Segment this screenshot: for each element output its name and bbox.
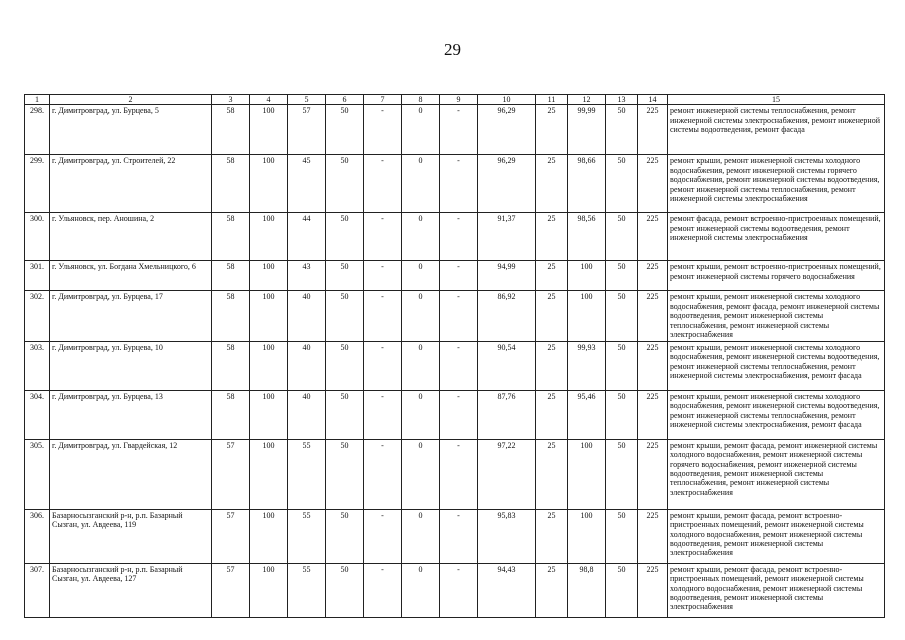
value-cell: 50 bbox=[606, 390, 638, 439]
value-cell: 100 bbox=[568, 439, 606, 509]
page-number: 29 bbox=[444, 40, 461, 59]
value-cell: 50 bbox=[326, 105, 364, 155]
value-cell: 0 bbox=[402, 390, 440, 439]
address-cell: г. Димитровград, ул. Строителей, 22 bbox=[50, 155, 212, 213]
row-number: 305. bbox=[25, 439, 50, 509]
value-cell: 90,54 bbox=[478, 341, 536, 390]
value-cell: 100 bbox=[250, 341, 288, 390]
works-cell: ремонт крыши, ремонт фасада, ремонт инженерной системы холодного водоснабжения, ремонт инженерной системы горячего водоснабжения, ремонт инженерной системы водоотведения, ремонт инженерной системы теплоснабжения, ремонт инженерной системы электроснабжения bbox=[668, 439, 885, 509]
value-cell: 50 bbox=[606, 439, 638, 509]
works-cell: ремонт крыши, ремонт инженерной системы холодного водоснабжения, ремонт фасада, ремонт инженерной системы водоотведения, ремонт инженерной системы теплоснабжения, ремонт инженерной системы электроснабжения bbox=[668, 291, 885, 341]
value-cell: 25 bbox=[536, 509, 568, 563]
value-cell: - bbox=[440, 509, 478, 563]
value-cell: 45 bbox=[288, 155, 326, 213]
value-cell: 100 bbox=[568, 509, 606, 563]
value-cell: 225 bbox=[638, 341, 668, 390]
value-cell: 58 bbox=[212, 155, 250, 213]
value-cell: 55 bbox=[288, 439, 326, 509]
value-cell: 99,93 bbox=[568, 341, 606, 390]
value-cell: - bbox=[440, 291, 478, 341]
value-cell: 100 bbox=[250, 213, 288, 261]
value-cell: 50 bbox=[326, 213, 364, 261]
value-cell: - bbox=[440, 563, 478, 617]
value-cell: 94,99 bbox=[478, 261, 536, 291]
table-row bbox=[25, 509, 885, 563]
column-header: 6 bbox=[326, 95, 364, 105]
value-cell: 225 bbox=[638, 261, 668, 291]
value-cell: 225 bbox=[638, 563, 668, 617]
value-cell: - bbox=[364, 509, 402, 563]
column-header: 8 bbox=[402, 95, 440, 105]
value-cell: 50 bbox=[326, 390, 364, 439]
table-row bbox=[25, 390, 885, 439]
table-row bbox=[25, 341, 885, 390]
value-cell: 87,76 bbox=[478, 390, 536, 439]
value-cell: 0 bbox=[402, 563, 440, 617]
table-row bbox=[25, 439, 885, 509]
value-cell: 55 bbox=[288, 563, 326, 617]
works-cell: ремонт крыши, ремонт инженерной системы холодного водоснабжения, ремонт инженерной системы горячего водоснабжения, ремонт инженерной системы водоотведения, ремонт инженерной системы теплоснабжения, ремонт инженерной системы электроснабжения bbox=[668, 155, 885, 213]
value-cell: 57 bbox=[212, 439, 250, 509]
row-number: 299. bbox=[25, 155, 50, 213]
value-cell: 0 bbox=[402, 509, 440, 563]
address-cell: г. Димитровград, ул. Гвардейская, 12 bbox=[50, 439, 212, 509]
value-cell: 225 bbox=[638, 155, 668, 213]
table-row bbox=[25, 213, 885, 261]
value-cell: 0 bbox=[402, 291, 440, 341]
value-cell: 0 bbox=[402, 341, 440, 390]
row-number: 300. bbox=[25, 213, 50, 261]
column-header: 5 bbox=[288, 95, 326, 105]
address-cell: Базарносызганский р-н, р.п. Базарный Сызган, ул. Авдеева, 127 bbox=[50, 563, 212, 617]
value-cell: 97,22 bbox=[478, 439, 536, 509]
value-cell: 100 bbox=[250, 390, 288, 439]
value-cell: 57 bbox=[212, 509, 250, 563]
value-cell: 44 bbox=[288, 213, 326, 261]
address-cell: г. Ульяновск, пер. Аношина, 2 bbox=[50, 213, 212, 261]
value-cell: - bbox=[440, 261, 478, 291]
value-cell: 58 bbox=[212, 291, 250, 341]
value-cell: 96,29 bbox=[478, 155, 536, 213]
value-cell: 40 bbox=[288, 390, 326, 439]
value-cell: 100 bbox=[250, 261, 288, 291]
value-cell: 100 bbox=[568, 261, 606, 291]
value-cell: 50 bbox=[606, 213, 638, 261]
value-cell: - bbox=[364, 213, 402, 261]
value-cell: - bbox=[440, 439, 478, 509]
value-cell: 100 bbox=[250, 563, 288, 617]
row-number: 301. bbox=[25, 261, 50, 291]
works-cell: ремонт крыши, ремонт фасада, ремонт встроенно-пристроенных помещений, ремонт инженерной системы холодного водоснабжения, ремонт инженерной системы водоотведения, ремонт инженерной системы электроснабжения bbox=[668, 509, 885, 563]
value-cell: 58 bbox=[212, 341, 250, 390]
table-row bbox=[25, 291, 885, 341]
value-cell: 50 bbox=[606, 261, 638, 291]
value-cell: 25 bbox=[536, 439, 568, 509]
value-cell: 98,56 bbox=[568, 213, 606, 261]
value-cell: 25 bbox=[536, 291, 568, 341]
works-cell: ремонт крыши, ремонт инженерной системы холодного водоснабжения, ремонт инженерной системы водоотведения, ремонт инженерной системы теплоснабжения, ремонт инженерной системы электроснабжения, ремонт фасада bbox=[668, 341, 885, 390]
value-cell: 100 bbox=[250, 105, 288, 155]
value-cell: 100 bbox=[250, 509, 288, 563]
value-cell: - bbox=[440, 155, 478, 213]
row-number: 298. bbox=[25, 105, 50, 155]
value-cell: - bbox=[440, 105, 478, 155]
works-cell: ремонт инженерной системы теплоснабжения, ремонт инженерной системы электроснабжения, ремонт инженерной системы водоотведения, ремонт фасада bbox=[668, 105, 885, 155]
value-cell: - bbox=[440, 390, 478, 439]
value-cell: 58 bbox=[212, 261, 250, 291]
table-row bbox=[25, 155, 885, 213]
value-cell: 43 bbox=[288, 261, 326, 291]
value-cell: 50 bbox=[606, 155, 638, 213]
value-cell: - bbox=[440, 213, 478, 261]
value-cell: 25 bbox=[536, 261, 568, 291]
value-cell: 0 bbox=[402, 261, 440, 291]
row-number: 306. bbox=[25, 509, 50, 563]
row-number: 302. bbox=[25, 291, 50, 341]
value-cell: 99,99 bbox=[568, 105, 606, 155]
value-cell: 225 bbox=[638, 105, 668, 155]
column-header: 13 bbox=[606, 95, 638, 105]
value-cell: 50 bbox=[606, 509, 638, 563]
value-cell: 25 bbox=[536, 390, 568, 439]
value-cell: 50 bbox=[326, 291, 364, 341]
column-header: 14 bbox=[638, 95, 668, 105]
value-cell: 50 bbox=[326, 261, 364, 291]
value-cell: 50 bbox=[326, 509, 364, 563]
value-cell: 50 bbox=[606, 105, 638, 155]
row-number: 303. bbox=[25, 341, 50, 390]
value-cell: 86,92 bbox=[478, 291, 536, 341]
value-cell: 25 bbox=[536, 563, 568, 617]
value-cell: 96,29 bbox=[478, 105, 536, 155]
value-cell: - bbox=[364, 105, 402, 155]
value-cell: - bbox=[440, 341, 478, 390]
value-cell: 0 bbox=[402, 213, 440, 261]
address-cell: г. Димитровград, ул. Бурцева, 5 bbox=[50, 105, 212, 155]
address-cell: г. Ульяновск, ул. Богдана Хмельницкого, 6 bbox=[50, 261, 212, 291]
value-cell: 98,66 bbox=[568, 155, 606, 213]
column-header: 15 bbox=[668, 95, 885, 105]
table-row bbox=[25, 563, 885, 617]
value-cell: - bbox=[364, 261, 402, 291]
value-cell: 50 bbox=[326, 563, 364, 617]
column-header: 3 bbox=[212, 95, 250, 105]
value-cell: 0 bbox=[402, 155, 440, 213]
value-cell: - bbox=[364, 291, 402, 341]
value-cell: 25 bbox=[536, 155, 568, 213]
column-number-row bbox=[25, 95, 885, 105]
table-row bbox=[25, 105, 885, 155]
value-cell: 50 bbox=[606, 341, 638, 390]
value-cell: 50 bbox=[606, 291, 638, 341]
row-number: 307. bbox=[25, 563, 50, 617]
value-cell: 57 bbox=[288, 105, 326, 155]
value-cell: 225 bbox=[638, 509, 668, 563]
works-cell: ремонт фасада, ремонт встроенно-пристроенных помещений, ремонт инженерной системы водоотведения, ремонт инженерной системы электроснабжения bbox=[668, 213, 885, 261]
column-header: 7 bbox=[364, 95, 402, 105]
value-cell: - bbox=[364, 563, 402, 617]
value-cell: 40 bbox=[288, 341, 326, 390]
column-header: 11 bbox=[536, 95, 568, 105]
value-cell: 25 bbox=[536, 105, 568, 155]
value-cell: 94,43 bbox=[478, 563, 536, 617]
value-cell: 225 bbox=[638, 439, 668, 509]
value-cell: 50 bbox=[326, 155, 364, 213]
value-cell: 50 bbox=[606, 563, 638, 617]
value-cell: 225 bbox=[638, 291, 668, 341]
value-cell: 100 bbox=[250, 439, 288, 509]
value-cell: - bbox=[364, 341, 402, 390]
works-cell: ремонт крыши, ремонт встроенно-пристроенных помещений, ремонт инженерной системы горячего водоснабжения bbox=[668, 261, 885, 291]
works-cell: ремонт крыши, ремонт фасада, ремонт встроенно-пристроенных помещений, ремонт инженерной системы холодного водоснабжения, ремонт инженерной системы водоотведения, ремонт инженерной системы электроснабжения bbox=[668, 563, 885, 617]
value-cell: 40 bbox=[288, 291, 326, 341]
column-header: 2 bbox=[50, 95, 212, 105]
value-cell: 100 bbox=[250, 291, 288, 341]
value-cell: - bbox=[364, 439, 402, 509]
value-cell: 100 bbox=[250, 155, 288, 213]
column-header: 9 bbox=[440, 95, 478, 105]
value-cell: 55 bbox=[288, 509, 326, 563]
column-header: 1 bbox=[25, 95, 50, 105]
column-header: 12 bbox=[568, 95, 606, 105]
value-cell: 58 bbox=[212, 105, 250, 155]
value-cell: 50 bbox=[326, 439, 364, 509]
value-cell: - bbox=[364, 390, 402, 439]
address-cell: г. Димитровград, ул. Бурцева, 10 bbox=[50, 341, 212, 390]
value-cell: 95,46 bbox=[568, 390, 606, 439]
row-number: 304. bbox=[25, 390, 50, 439]
value-cell: 95,83 bbox=[478, 509, 536, 563]
register-table bbox=[24, 94, 885, 618]
value-cell: 98,8 bbox=[568, 563, 606, 617]
value-cell: 225 bbox=[638, 213, 668, 261]
value-cell: 25 bbox=[536, 341, 568, 390]
column-header: 4 bbox=[250, 95, 288, 105]
value-cell: 225 bbox=[638, 390, 668, 439]
address-cell: г. Димитровград, ул. Бурцева, 13 bbox=[50, 390, 212, 439]
value-cell: 58 bbox=[212, 213, 250, 261]
works-cell: ремонт крыши, ремонт инженерной системы холодного водоснабжения, ремонт инженерной системы водоотведения, ремонт инженерной системы теплоснабжения, ремонт инженерной системы электроснабжения, ремонт фасада bbox=[668, 390, 885, 439]
value-cell: 50 bbox=[326, 341, 364, 390]
table-row bbox=[25, 261, 885, 291]
address-cell: Базарносызганский р-н, р.п. Базарный Сызган, ул. Авдеева, 119 bbox=[50, 509, 212, 563]
value-cell: 0 bbox=[402, 105, 440, 155]
value-cell: - bbox=[364, 155, 402, 213]
value-cell: 57 bbox=[212, 563, 250, 617]
column-header: 10 bbox=[478, 95, 536, 105]
value-cell: 58 bbox=[212, 390, 250, 439]
value-cell: 0 bbox=[402, 439, 440, 509]
address-cell: г. Димитровград, ул. Бурцева, 17 bbox=[50, 291, 212, 341]
value-cell: 91,37 bbox=[478, 213, 536, 261]
value-cell: 25 bbox=[536, 213, 568, 261]
value-cell: 100 bbox=[568, 291, 606, 341]
